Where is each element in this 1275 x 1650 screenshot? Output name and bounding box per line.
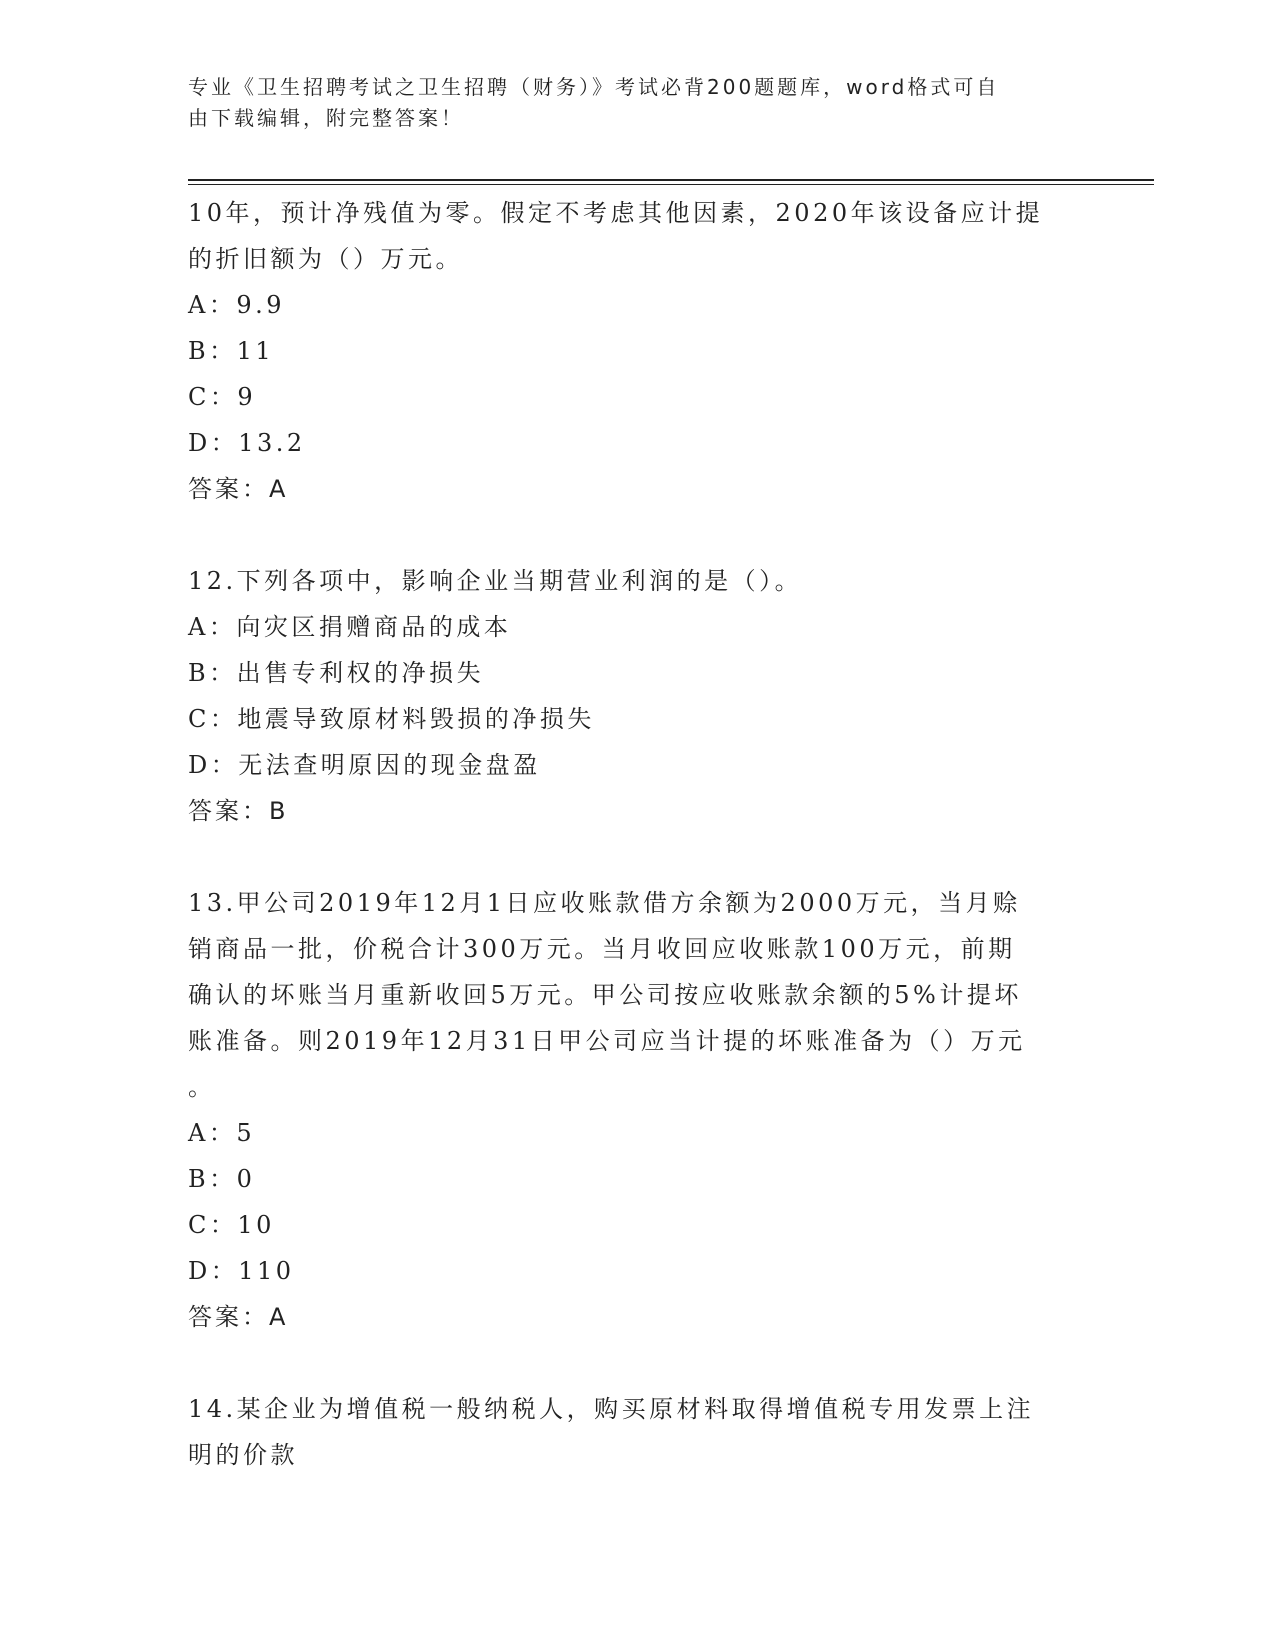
question-14 xyxy=(188,1386,1088,1478)
option-a: A：向灾区捐赠商品的成本 xyxy=(188,613,512,641)
option-b: B：11 xyxy=(188,337,275,365)
question-text-line: 14.某企业为增值税一般纳税人，购买原材料取得增值税专用发票上注 xyxy=(188,1395,1035,1423)
question-text-line: 12.下列各项中，影响企业当期营业利润的是（）。 xyxy=(188,567,803,595)
header-rule-thin xyxy=(188,184,1154,185)
option-c: C：地震导致原材料毁损的净损失 xyxy=(188,705,595,733)
header-rule-thick xyxy=(188,179,1154,181)
question-13 xyxy=(188,880,1088,1340)
question-spacer xyxy=(188,834,1088,880)
answer-label: 答案：A xyxy=(188,475,289,503)
question-spacer xyxy=(188,512,1088,558)
option-b: B：0 xyxy=(188,1165,256,1193)
question-text-line: 确认的坏账当月重新收回5万元。甲公司按应收账款余额的5%计提坏 xyxy=(188,981,1022,1009)
header-title-line-1: 专业《卫生招聘考试之卫生招聘（财务）》考试必背200题题库，word格式可自 xyxy=(188,75,1000,99)
answer-label: 答案：B xyxy=(188,797,289,825)
header-title-line-2: 由下载编辑，附完整答案！ xyxy=(188,106,464,130)
option-c: C：10 xyxy=(188,1211,275,1239)
answer-label: 答案：A xyxy=(188,1303,289,1331)
question-text-line: 的折旧额为（）万元。 xyxy=(188,245,463,273)
question-12 xyxy=(188,558,1088,834)
option-c: C：9 xyxy=(188,383,257,411)
question-text-line: 10年，预计净残值为零。假定不考虑其他因素，2020年该设备应计提 xyxy=(188,199,1044,227)
option-a: A：5 xyxy=(188,1119,256,1147)
question-text-line: 账准备。则2019年12月31日甲公司应当计提的坏账准备为（）万元 xyxy=(188,1027,1026,1055)
option-d: D：13.2 xyxy=(188,429,306,457)
question-text-line: 销商品一批，价税合计300万元。当月收回应收账款100万元，前期 xyxy=(188,935,1016,963)
question-text-line: 13.甲公司2019年12月1日应收账款借方余额为2000万元，当月赊 xyxy=(188,889,1021,917)
option-d: D：110 xyxy=(188,1257,295,1285)
document-header xyxy=(188,72,1068,134)
question-11 xyxy=(188,190,1088,512)
option-d: D：无法查明原因的现金盘盈 xyxy=(188,751,541,779)
question-text-line: 。 xyxy=(188,1073,216,1101)
option-a: A：9.9 xyxy=(188,291,285,319)
question-text-line: 明的价款 xyxy=(188,1441,298,1469)
option-b: B：出售专利权的净损失 xyxy=(188,659,485,687)
document-body xyxy=(188,190,1088,1478)
question-spacer xyxy=(188,1340,1088,1386)
